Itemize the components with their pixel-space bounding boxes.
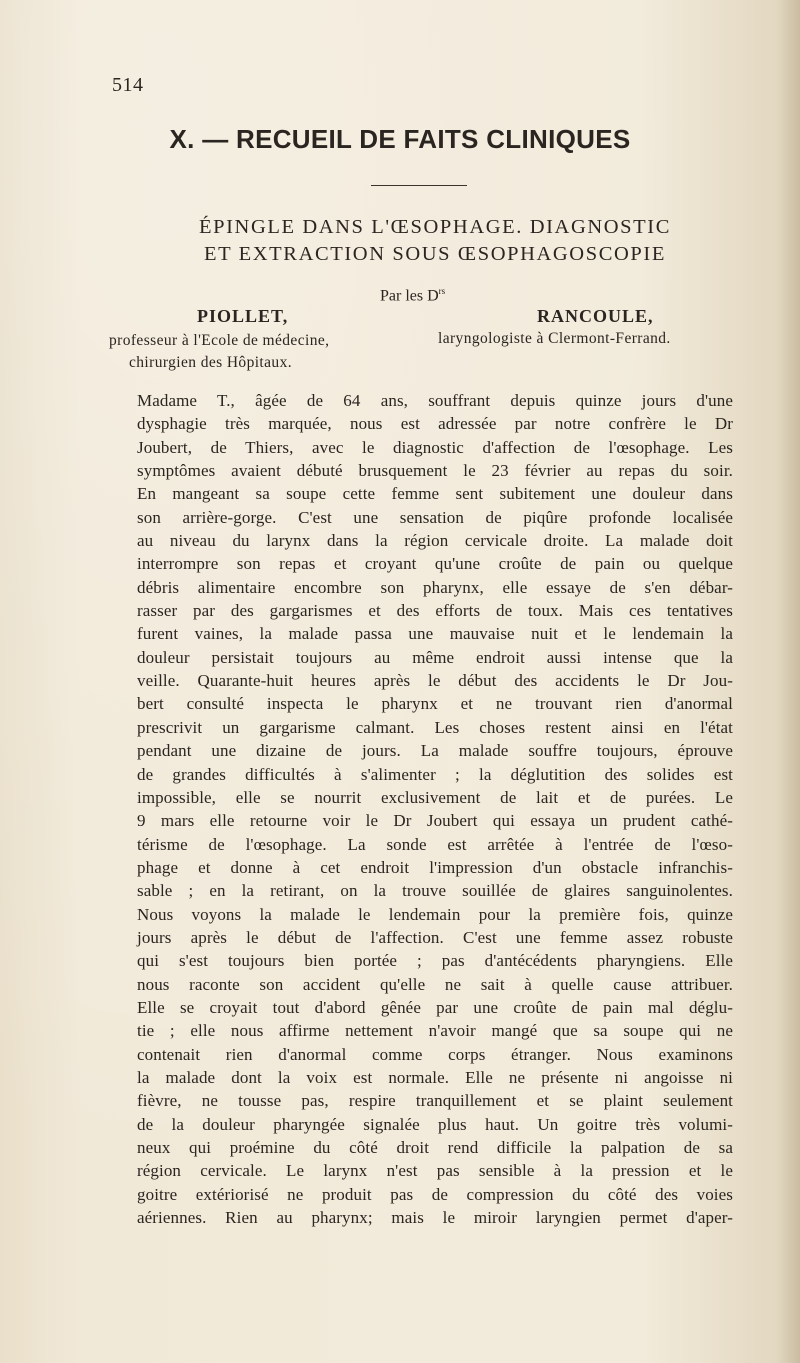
text-line: En mangeant sa soupe cette femme sent subitement une douleur dans (137, 484, 733, 504)
text-line: région cervicale. Le larynx n'est pas sensible à la pression et le (137, 1161, 733, 1181)
text-line: dysphagie très marquée, nous est adressée par notre confrère le Dr (137, 414, 733, 434)
paragraph (109, 389, 733, 903)
text-line: jours après le début de l'affection. C'est une femme assez robuste (137, 927, 733, 947)
text-line: symptômes avaient débuté brusquement le 23 février au repas du soir. (137, 461, 733, 481)
text-line: impossible, elle se nourrit exclusivement de lait et de purées. Le (137, 787, 733, 807)
article-body (109, 389, 733, 1229)
text-line: la malade dont la voix est normale. Elle ne présente ni angoisse ni (137, 1067, 733, 1087)
title-divider (371, 185, 467, 186)
text-line: 9 mars elle retourne voir le Dr Joubert qui essaya un prudent cathé- (137, 811, 733, 831)
text-line: neux qui proémine du côté droit rend difficile la palpation de sa (137, 1138, 733, 1157)
text-line: contenait rien d'anormal comme corps étranger. Nous examinons (137, 1044, 733, 1064)
text-line: de grandes difficultés à s'alimenter ; la déglutition des solides est (137, 764, 733, 784)
text-line: douleur persistait toujours au même endroit aussi intense que la (137, 647, 733, 667)
author-affiliation-piollet (109, 330, 329, 374)
article-title-line-1: ÉPINGLE DANS L'ŒSOPHAGE. DIAGNOSTIC (199, 216, 671, 238)
article-title (0, 214, 800, 268)
text-line: son arrière-gorge. C'est une sensation de piqûre profonde localisée (137, 507, 733, 527)
page-number: 514 (112, 74, 144, 96)
text-line: nous raconte son accident qu'elle ne sait à quelle cause attribuer. (137, 974, 733, 994)
text-line: aériennes. Rien au pharynx; mais le miroir laryngien permet d'aper- (137, 1208, 733, 1228)
text-line: Nous voyons la malade le lendemain pour la première fois, quinze (137, 904, 733, 924)
text-line: tie ; elle nous affirme nettement n'avoir mangé que sa soupe qui ne (137, 1021, 733, 1041)
text-line: térisme de l'œsophage. La sonde est arrêtée à l'entrée de l'œso- (137, 834, 733, 854)
text-line: Elle se croyait tout d'abord gênée par une croûte de pain mal déglu- (137, 997, 733, 1017)
author-name-rancoule: RANCOULE, (537, 306, 654, 326)
text-line: interrompre son repas et croyant qu'une croûte de pain ou quelque (137, 554, 733, 574)
affiliation-line: professeur à l'Ecole de médecine, (109, 332, 330, 349)
byline-prefix: Par les D (380, 287, 439, 305)
text-line: veille. Quarante-huit heures après le début des accidents le Dr Jou- (137, 671, 733, 691)
byline-suffix: rs (438, 286, 446, 296)
text-line: rasser par des gargarismes et des efforts de toux. Mais ces tentatives (137, 601, 733, 621)
text-line: phage et donne à cet endroit l'impression d'un obstacle infranchis- (137, 857, 733, 877)
text-line: pendant une dizaine de jours. La malade souffre toujours, éprouve (137, 741, 733, 761)
author-affiliation-rancoule (438, 330, 671, 348)
affiliation-line: laryngologiste à Clermont-Ferrand. (438, 330, 671, 347)
text-line: bert consulté inspecta le pharynx et ne trouvant rien d'anormal (137, 694, 733, 714)
text-line: furent vaines, la malade passa une mauvaise nuit et le lendemain la (137, 624, 733, 644)
text-line: qui s'est toujours bien portée ; pas d'antécédents pharyngiens. Elle (137, 951, 733, 971)
section-title: X. — RECUEIL DE FAITS CLINIQUES (169, 124, 631, 154)
affiliation-line: chirurgien des Hôpitaux. (129, 354, 292, 371)
article-title-line-2: ET EXTRACTION SOUS ŒSOPHAGOSCOPIE (204, 243, 666, 265)
text-line: au niveau du larynx dans la région cervicale droite. La malade doit (137, 531, 733, 551)
text-line: fièvre, ne tousse pas, respire tranquillement et se plaint seulement (137, 1091, 733, 1111)
text-line: Madame T., âgée de 64 ans, souffrant depuis quinze jours d'une (137, 391, 733, 410)
text-line: goitre extériorisé ne produit pas de compression du côté des voies (137, 1184, 733, 1204)
text-line: Joubert, de Thiers, avec le diagnostic d'affection de l'œsophage. Les (137, 437, 733, 457)
text-line: de la douleur pharyngée signalée plus haut. Un goitre très volumi- (137, 1114, 733, 1134)
paragraph (109, 903, 733, 1230)
text-line: sable ; en la retirant, on la trouve souillée de glaires sanguinolentes. (137, 881, 733, 901)
byline (380, 286, 445, 305)
text-line: débris alimentaire encombre son pharynx, elle essaye de s'en débar- (137, 577, 733, 597)
author-name-piollet: PIOLLET, (197, 306, 289, 326)
text-line: prescrivit un gargarisme calmant. Les choses restent ainsi en l'état (137, 717, 733, 737)
